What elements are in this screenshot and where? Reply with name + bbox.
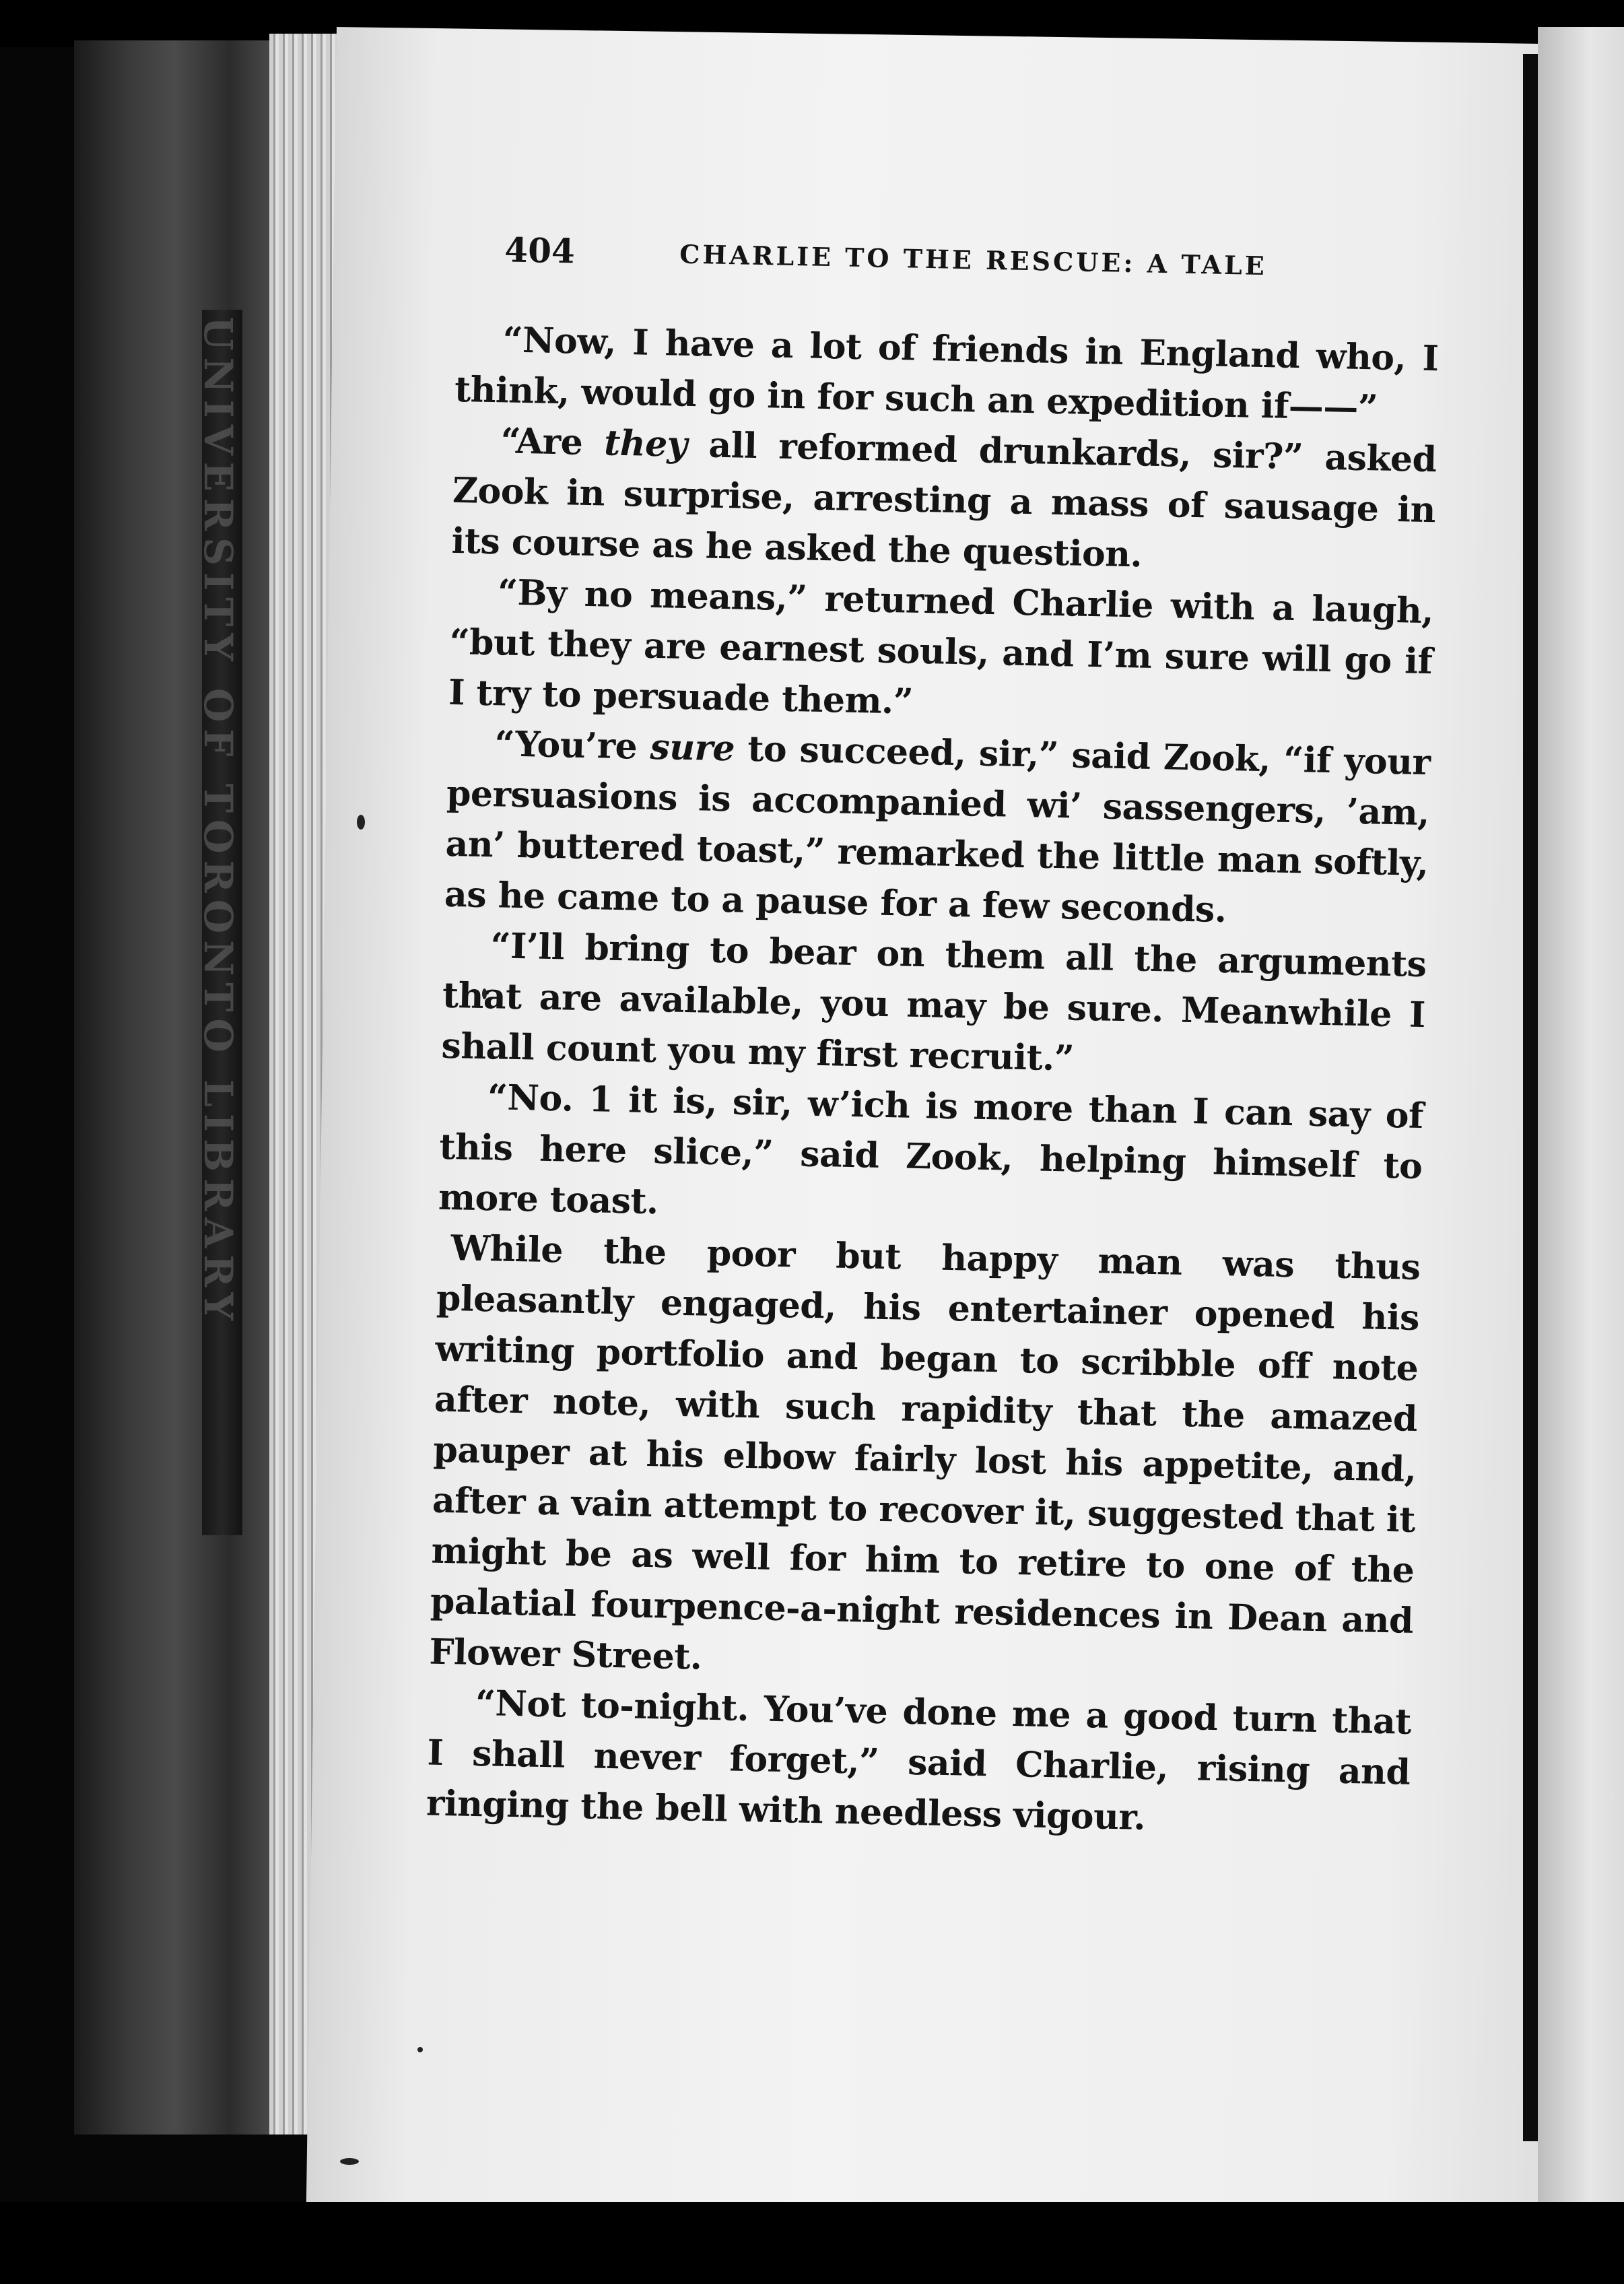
scan-bottom-margin <box>0 2202 1624 2284</box>
dust-speck <box>357 815 365 830</box>
italic-emphasis: they <box>603 422 688 465</box>
facing-page-edge <box>1538 27 1624 2209</box>
library-stamp: UNIVERSITY OF TORONTO LIBRARY <box>195 316 241 1328</box>
dust-speck <box>417 2047 423 2052</box>
paragraph: “By no means,” returned Charlie with a laugh, “but they are earnest souls, and I’m sure will go if I try to persuade them.” <box>448 572 1434 723</box>
paragraph: “Now, I have a lot of friends in England who, I think, would go in for such an expedition if——” <box>454 319 1440 429</box>
page-gutter <box>1523 54 1538 2141</box>
paragraph: “Not to-night. You’ve done me a good turn that I shall never forget,” said Charlie, rising and ringing the bell with needless vigour. <box>426 1682 1412 1838</box>
page-text-block <box>426 229 1440 1848</box>
running-title: CHARLIE TO THE RESCUE: A TALE <box>679 238 1268 281</box>
paragraph: “No. 1 it is, sir, w’ich is more than I can say of this here slice,” said Zook, helping himself to more toast. <box>438 1077 1424 1223</box>
book-spine <box>74 40 296 2135</box>
paragraph: “You’re sure to succeed, sir,” said Zook, “if your persuasions is accompanied wi’ sassengers, ’am, an’ buttered toast,” remarked the little man softly, as he came to a pause for a few seconds. <box>444 723 1431 931</box>
paragraph: “I’ll bring to bear on them all the arguments that are available, you may be sure. Meanwhile I shall count you my first recruit.” <box>441 925 1427 1079</box>
page-number: 404 <box>504 230 576 271</box>
paragraph: “Are they all reformed drunkards, sir?” asked Zook in surprise, arresting a mass of sausage in its course as he asked the question. <box>451 420 1437 576</box>
dust-speck <box>340 2158 359 2165</box>
paragraph: While the poor but happy man was thus pleasantly engaged, his entertainer opened his writing portfolio and began to scribble off note after note, with such rapidity that the amazed pauper at his elbow fairly lost his appetite, and, after a vain attempt to recover it, suggested that it might be as well for him to retire to one of the palatial fourpence-a-night residences in Dean and Flower Street. <box>428 1228 1421 1678</box>
italic-emphasis: sure <box>649 726 735 770</box>
